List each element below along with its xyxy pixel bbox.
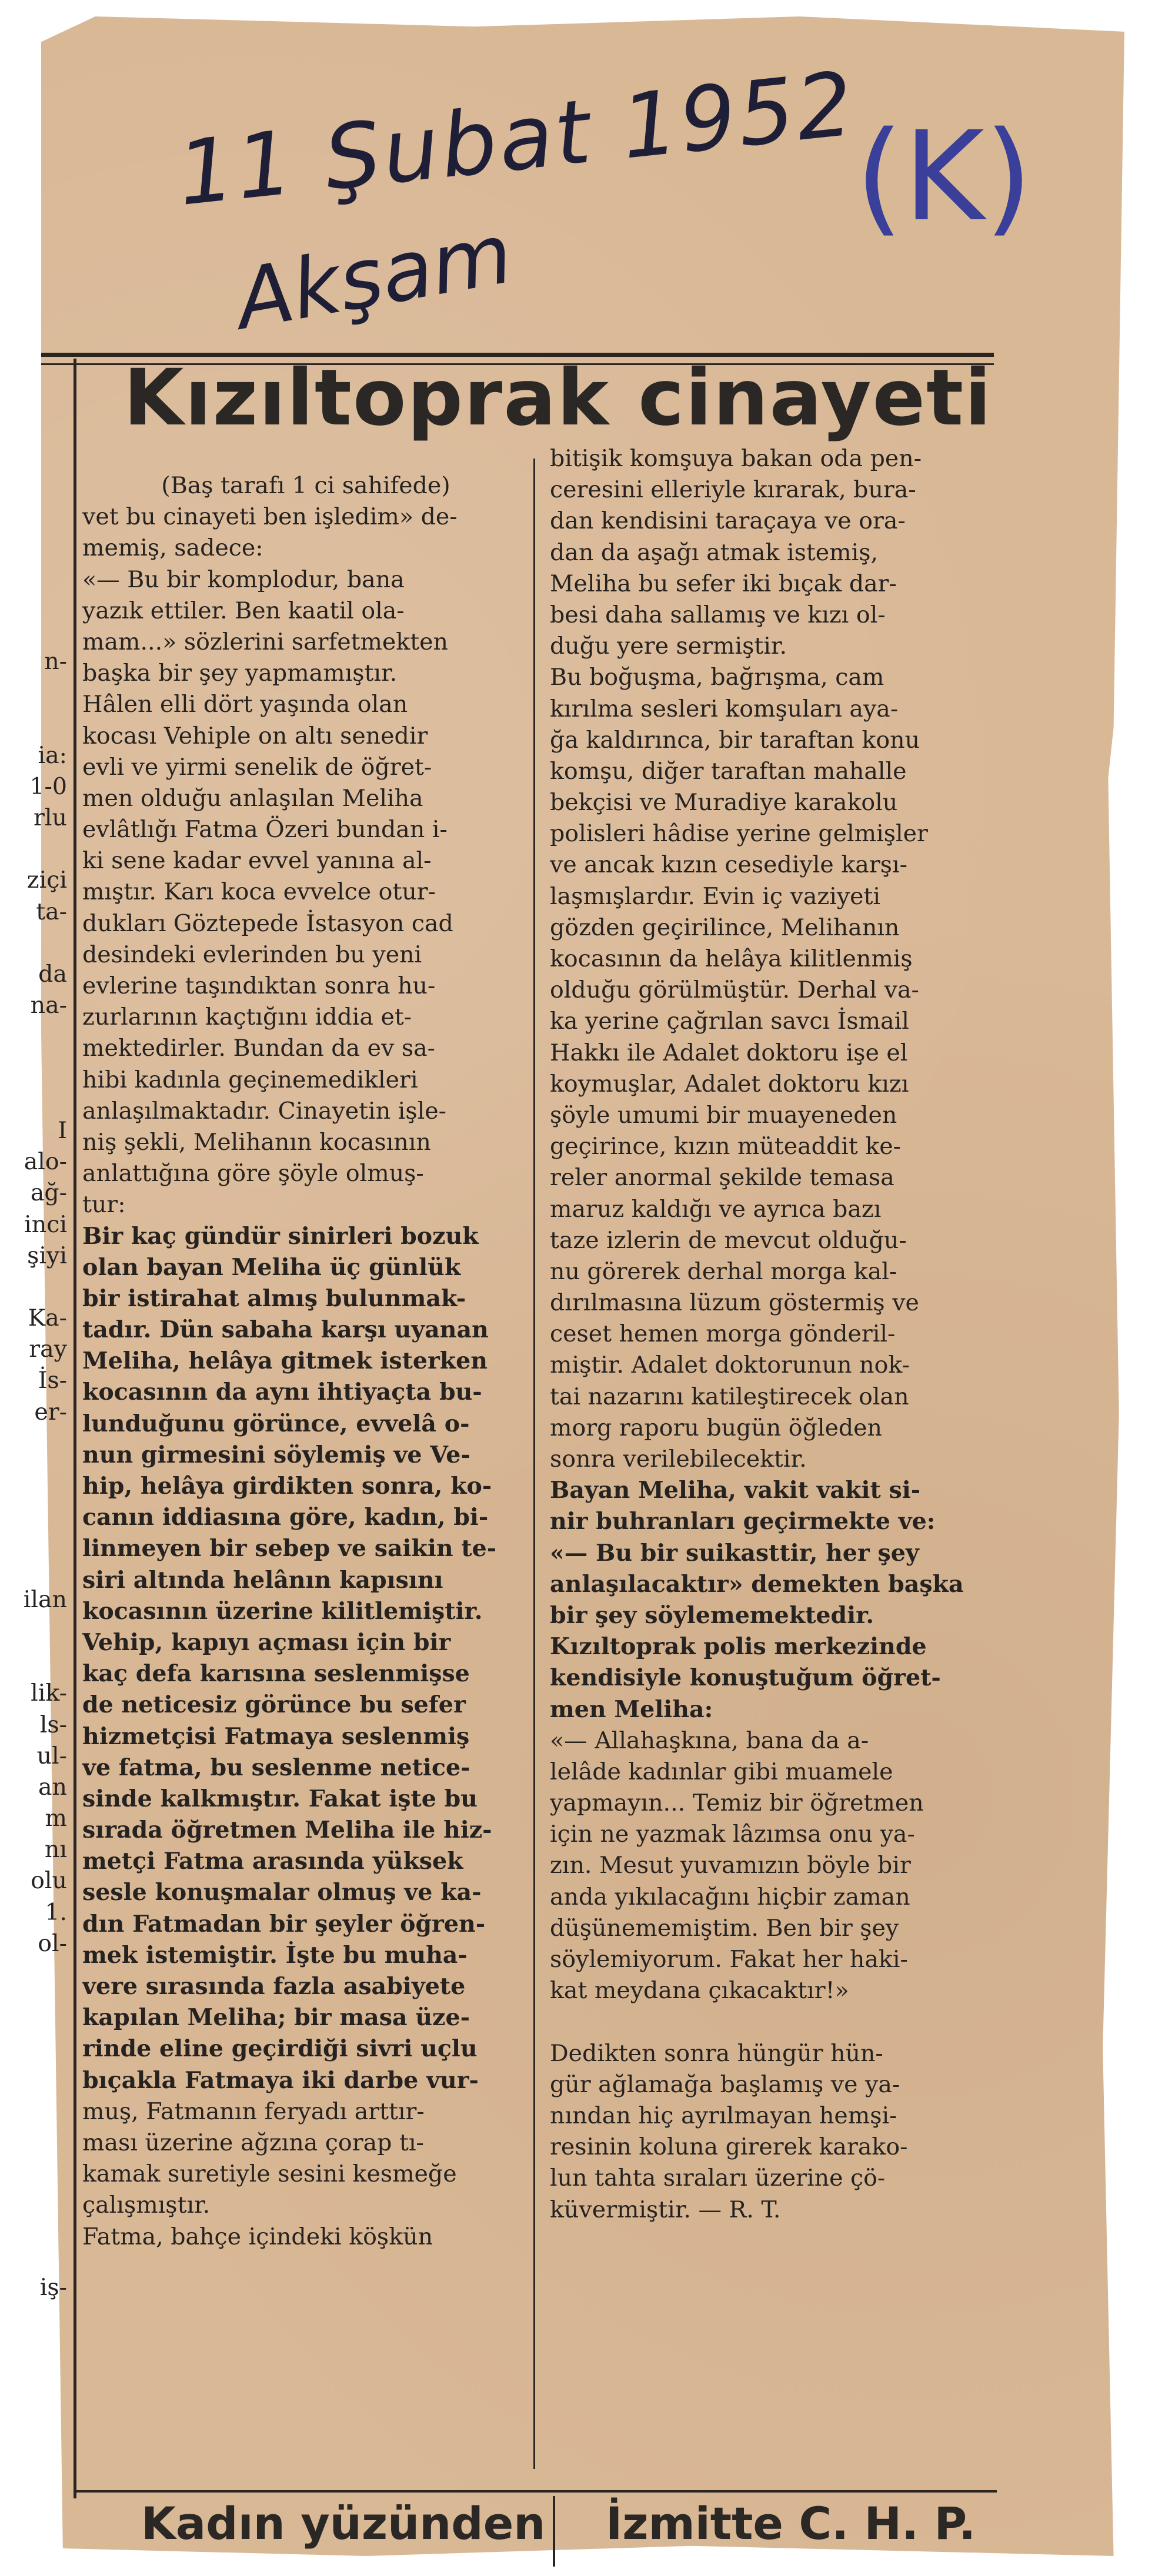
fragment-line: nı xyxy=(44,1836,67,1864)
article-column-left xyxy=(82,470,529,2253)
text-line: duğu yere sermiştir. xyxy=(550,633,787,660)
text-line: bir istirahat almış bulunmak- xyxy=(82,1284,466,1312)
text-line: Vehip, kapıyı açması için bir xyxy=(82,1628,451,1656)
text-line: Dedikten sonra hüngür hün- xyxy=(550,2039,883,2067)
text-line: zın. Mesut yuvamızın böyle bir xyxy=(550,1852,911,1879)
article-column-right xyxy=(550,443,1003,2226)
text-line: anda yıkılacağını hiçbir zaman xyxy=(550,1883,910,1911)
text-line: memiş, sadece: xyxy=(82,534,263,562)
adjacent-column-fragments xyxy=(0,459,71,2303)
text-line: evlerine taşındıktan sonra hu- xyxy=(82,972,436,999)
fragment-line xyxy=(0,1459,71,1490)
fragment-line: ray xyxy=(29,1336,67,1363)
footer-headline-left: Kadın yüzünden xyxy=(141,2497,546,2550)
text-line: dukları Göztepede İstasyon cad xyxy=(82,909,453,937)
text-line: kocasının da helâya kilitlenmiş xyxy=(550,945,913,972)
text-line: ceresini elleriyle kırarak, bura- xyxy=(550,476,916,504)
text-line: kocası Vehiple on altı senedir xyxy=(82,722,428,750)
fragment-line: I xyxy=(58,1116,67,1144)
text-line: komşu, diğer taraftan mahalle xyxy=(550,757,907,785)
fragment-line: ta- xyxy=(36,898,67,925)
fragment-line: da xyxy=(38,961,67,988)
text-line: sinde kalkmıştır. Fakat işte bu xyxy=(82,1785,478,1812)
text-line: Fatma, bahçe içindeki köşkün xyxy=(82,2223,433,2250)
fragment-line xyxy=(0,584,71,615)
text-line: rinde eline geçirdiği sivri uçlu xyxy=(82,2035,478,2063)
text-line: ması üzerine ağzına çorap tı- xyxy=(82,2129,424,2156)
fragment-line xyxy=(0,1553,71,1584)
text-line: evlâtlığı Fatma Özeri bundan i- xyxy=(82,816,448,844)
fragment-line: alo- xyxy=(24,1148,67,1176)
text-line: resinin koluna girerek karako- xyxy=(550,2133,908,2161)
fragment-line xyxy=(0,2085,71,2116)
fragment-line: an xyxy=(38,1773,67,1801)
fragment-line: ağ- xyxy=(30,1179,67,1207)
fragment-line xyxy=(0,2053,71,2085)
text-line: küvermiştir. — R. T. xyxy=(550,2196,781,2223)
fragment-line xyxy=(0,709,71,740)
text-line: mektedirler. Bundan da ev sa- xyxy=(82,1035,436,1062)
text-line: koymuşlar, Adalet doktoru kızı xyxy=(550,1070,909,1098)
fragment-line: Ka- xyxy=(28,1304,67,1332)
fragment-line: inci xyxy=(24,1210,67,1238)
footer-column-rule xyxy=(553,2496,555,2567)
text-line: vere sırasında fazla asabiyete xyxy=(82,1973,466,2000)
text-line: anlaşılmaktadır. Cinayetin işle- xyxy=(82,1097,446,1125)
text-line: olduğu görülmüştür. Derhal va- xyxy=(550,976,919,1004)
fragment-line: m xyxy=(45,1805,67,1832)
text-line: ka yerine çağrılan savcı İsmail xyxy=(550,1008,909,1035)
text-line: polisleri hâdise yerine gelmişler xyxy=(550,820,928,848)
fragment-line: İs- xyxy=(38,1367,67,1394)
text-line: kapılan Meliha; bir masa üze- xyxy=(82,2004,470,2032)
text-line: siri altında helânın kapısını xyxy=(82,1566,443,1594)
text-line: «— Allahaşkına, bana da a- xyxy=(550,1727,869,1754)
text-line: gözden geçirilince, Melihanın xyxy=(550,914,900,941)
fragment-line: 1-0 xyxy=(29,772,67,800)
fragment-line: lik- xyxy=(31,1680,67,1707)
text-line: «— Bu bir komplodur, bana xyxy=(82,566,405,593)
text-line: kocasının da aynı ihtiyaçta bu- xyxy=(82,1379,482,1406)
fragment-line xyxy=(0,490,71,521)
text-line: şöyle umumi bir muayeneden xyxy=(550,1101,897,1129)
fragment-line: n- xyxy=(44,648,67,675)
text-line: ğa kaldırınca, bir taraftan konu xyxy=(550,726,920,754)
text-line: söylemiyorum. Fakat her haki- xyxy=(550,1946,908,1973)
fragment-line: iş- xyxy=(39,2273,67,2301)
bottom-rule xyxy=(74,2490,997,2493)
text-line: kat meydana çıkacaktır!» xyxy=(550,1977,849,2005)
text-line: besi daha sallamış ve kızı ol- xyxy=(550,601,886,628)
text-line: düşünememiştim. Ben bir şey xyxy=(550,1914,899,1942)
text-line: morg raporu bugün öğleden xyxy=(550,1414,882,1441)
fragment-line xyxy=(0,2022,71,2053)
text-line: geçirince, kızın müteaddit ke- xyxy=(550,1133,901,1160)
text-line: mıştır. Karı koca evvelce otur- xyxy=(82,878,436,906)
fragment-line: ilan xyxy=(23,1585,67,1613)
text-line: kamak suretiyle sesini kesmeğe xyxy=(82,2160,457,2188)
fragment-line xyxy=(0,1053,71,1084)
text-line: dan kendisini taraçaya ve ora- xyxy=(550,507,906,535)
fragment-line: er- xyxy=(34,1398,67,1426)
fragment-line: 1. xyxy=(45,1898,67,1926)
text-line: ceset hemen morga gönderil- xyxy=(550,1320,896,1348)
text-line: Bayan Meliha, vakit vakit si- xyxy=(550,1477,921,1504)
fragment-line xyxy=(0,2178,71,2209)
text-line: metçi Fatma arasında yüksek xyxy=(82,1848,463,1875)
text-line: muş, Fatmanın feryadı arttır- xyxy=(82,2097,425,2125)
text-line: linmeyen bir sebep ve saikin te- xyxy=(82,1535,497,1563)
text-line: ve fatma, bu seslenme netice- xyxy=(82,1754,470,1781)
text-line: vet bu cinayeti ben işledim» de- xyxy=(82,503,458,531)
text-line: nından hiç ayrılmayan hemşi- xyxy=(550,2102,897,2129)
fragment-line: ul- xyxy=(36,1742,67,1769)
text-line: hizmetçisi Fatmaya seslenmiş xyxy=(82,1722,470,1750)
fragment-line: ia: xyxy=(38,741,67,769)
text-line: için ne yazmak lâzımsa onu ya- xyxy=(550,1821,915,1848)
text-line: niş şekli, Melihanın kocasının xyxy=(82,1128,431,1156)
fragment-line: ziçi xyxy=(26,867,67,894)
fragment-line xyxy=(0,2210,71,2241)
fragment-line: ls- xyxy=(39,1711,67,1738)
text-line: ve ancak kızın cesediyle karşı- xyxy=(550,851,907,879)
text-line: zurlarının kaçtığını iddia et- xyxy=(82,1003,412,1031)
text-line: taze izlerin de mevcut olduğu- xyxy=(550,1226,907,1254)
text-line: dan da aşağı atmak istemiş, xyxy=(550,538,879,566)
fragment-line xyxy=(0,615,71,646)
fragment-line: rlu xyxy=(34,804,67,832)
footer-headline-right: İzmitte C. H. P. xyxy=(606,2497,976,2550)
fragment-line xyxy=(0,521,71,552)
text-line: nir buhranları geçirmekte ve: xyxy=(550,1508,936,1535)
text-line: bekçisi ve Muradiye karakolu xyxy=(550,789,898,817)
text-line: başka bir şey yapmamıştır. xyxy=(82,660,398,687)
text-line: hibi kadınla geçinemedikleri xyxy=(82,1066,418,1093)
text-line: Bir kaç gündür sinirleri bozuk xyxy=(82,1222,479,1250)
fragment-line: olu xyxy=(31,1867,67,1895)
text-line: dın Fatmadan bir şeyler öğren- xyxy=(82,1910,486,1938)
fragment-line xyxy=(0,1021,71,1052)
handwritten-date: 11 Şubat 1952 xyxy=(173,53,860,226)
text-line: kocasının üzerine kilitlemiştir. xyxy=(82,1597,483,1625)
text-line: yazık ettiler. Ben kaatil ola- xyxy=(82,597,405,624)
text-line: sesle konuşmalar olmuş ve ka- xyxy=(82,1879,482,1906)
article-headline: Kızıltoprak cinayeti xyxy=(123,353,993,443)
middle-column-rule xyxy=(533,459,535,2469)
text-line: desindeki evlerinden bu yeni xyxy=(82,941,422,968)
fragment-line xyxy=(0,677,71,708)
text-line: sonra verilebilecektir. xyxy=(550,1446,807,1473)
text-line: lunduğunu görünce, evvelâ o- xyxy=(82,1410,470,1437)
text-line: olan bayan Meliha üç günlük xyxy=(82,1253,461,1281)
fragment-line: şiyi xyxy=(27,1242,67,1269)
fragment-line: na- xyxy=(30,992,67,1019)
fragment-line xyxy=(0,1959,71,1990)
text-line: bitişik komşuya bakan oda pen- xyxy=(550,445,922,472)
text-line: anlattığına göre şöyle olmuş- xyxy=(82,1160,424,1187)
text-line: ki sene kadar evvel yanına al- xyxy=(82,847,432,875)
text-line: men olduğu anlaşılan Meliha xyxy=(82,784,423,812)
fragment-line xyxy=(0,928,71,959)
fragment-line xyxy=(0,1615,71,1647)
fragment-line xyxy=(0,2116,71,2147)
text-line: anlaşılacaktır» demekten başka xyxy=(550,1570,964,1598)
fragment-line xyxy=(0,1521,71,1553)
text-line xyxy=(550,2006,1003,2038)
text-line: «— Bu bir suikasttir, her şey xyxy=(550,1539,919,1567)
text-line: evli ve yirmi senelik de öğret- xyxy=(82,753,432,781)
fragment-line xyxy=(0,1084,71,1115)
text-line: hip, helâya girdikten sonra, ko- xyxy=(82,1473,492,1500)
left-column-rule xyxy=(74,359,76,2498)
text-line: canın iddiasına göre, kadın, bi- xyxy=(82,1504,489,1531)
text-line: Kızıltoprak polis merkezinde xyxy=(550,1633,927,1661)
text-line: lelâde kadınlar gibi muamele xyxy=(550,1758,893,1785)
text-line: tadır. Dün sabaha karşı uyanan xyxy=(82,1316,489,1344)
text-line: kendisiyle konuştuğum öğret- xyxy=(550,1664,941,1692)
text-line: dırılmasına lüzum göstermiş ve xyxy=(550,1289,919,1317)
fragment-line xyxy=(0,834,71,865)
fragment-line xyxy=(0,553,71,584)
text-line: tur: xyxy=(82,1191,126,1219)
fragment-line xyxy=(0,1490,71,1521)
text-line: reler anormal şekilde temasa xyxy=(550,1164,894,1192)
text-line: Meliha bu sefer iki bıçak dar- xyxy=(550,570,897,597)
text-line: mek istemiştir. İşte bu muha- xyxy=(82,1941,468,1969)
text-line: yapmayın... Temiz bir öğretmen xyxy=(550,1789,924,1817)
fragment-line xyxy=(0,2241,71,2272)
text-line: bir şey söylememektedir. xyxy=(550,1601,874,1629)
fragment-line xyxy=(0,1990,71,2022)
fragment-line xyxy=(0,2147,71,2178)
text-line: sırada öğretmen Meliha ile hiz- xyxy=(82,1816,492,1844)
fragment-line: ol- xyxy=(38,1929,67,1957)
text-line: Meliha, helâya gitmek isterken xyxy=(82,1347,488,1375)
text-line: (Baş tarafı 1 ci sahifede) xyxy=(161,472,450,499)
text-line: gür ağlamağa başlamış ve ya- xyxy=(550,2070,900,2098)
text-line: nu görerek derhal morga kal- xyxy=(550,1257,897,1285)
fragment-line xyxy=(0,1272,71,1303)
text-line: lun tahta sıraları üzerine çö- xyxy=(550,2164,886,2192)
text-line: çalışmıştır. xyxy=(82,2192,211,2219)
text-line: de neticesiz görünce bu sefer xyxy=(82,1691,466,1719)
text-line: laşmışlardır. Evin iç vaziyeti xyxy=(550,882,881,910)
text-line: maruz kaldığı ve ayrıca bazı xyxy=(550,1195,882,1223)
handwritten-mark: (K) xyxy=(855,104,1033,249)
text-line: kırılma sesleri komşuları aya- xyxy=(550,695,899,722)
text-line: kaç defa karısına seslenmişse xyxy=(82,1660,470,1688)
text-line: Hâlen elli dört yaşında olan xyxy=(82,691,408,718)
text-line: bıçakla Fatmaya iki darbe vur- xyxy=(82,2066,479,2094)
handwritten-newspaper-name: Akşam xyxy=(229,206,519,349)
text-line: nun girmesini söylemiş ve Ve- xyxy=(82,1441,470,1468)
text-line: mam...» sözlerini sarfetmekten xyxy=(82,628,448,655)
fragment-line xyxy=(0,1428,71,1459)
text-line: men Meliha: xyxy=(550,1695,713,1723)
fragment-line xyxy=(0,1647,71,1678)
text-line: miştir. Adalet doktorunun nok- xyxy=(550,1351,910,1379)
fragment-line xyxy=(0,459,71,490)
text-line: Hakkı ile Adalet doktoru işe el xyxy=(550,1039,908,1066)
text-line: Bu boğuşma, bağrışma, cam xyxy=(550,664,884,691)
text-line: tai nazarını katileştirecek olan xyxy=(550,1383,909,1410)
